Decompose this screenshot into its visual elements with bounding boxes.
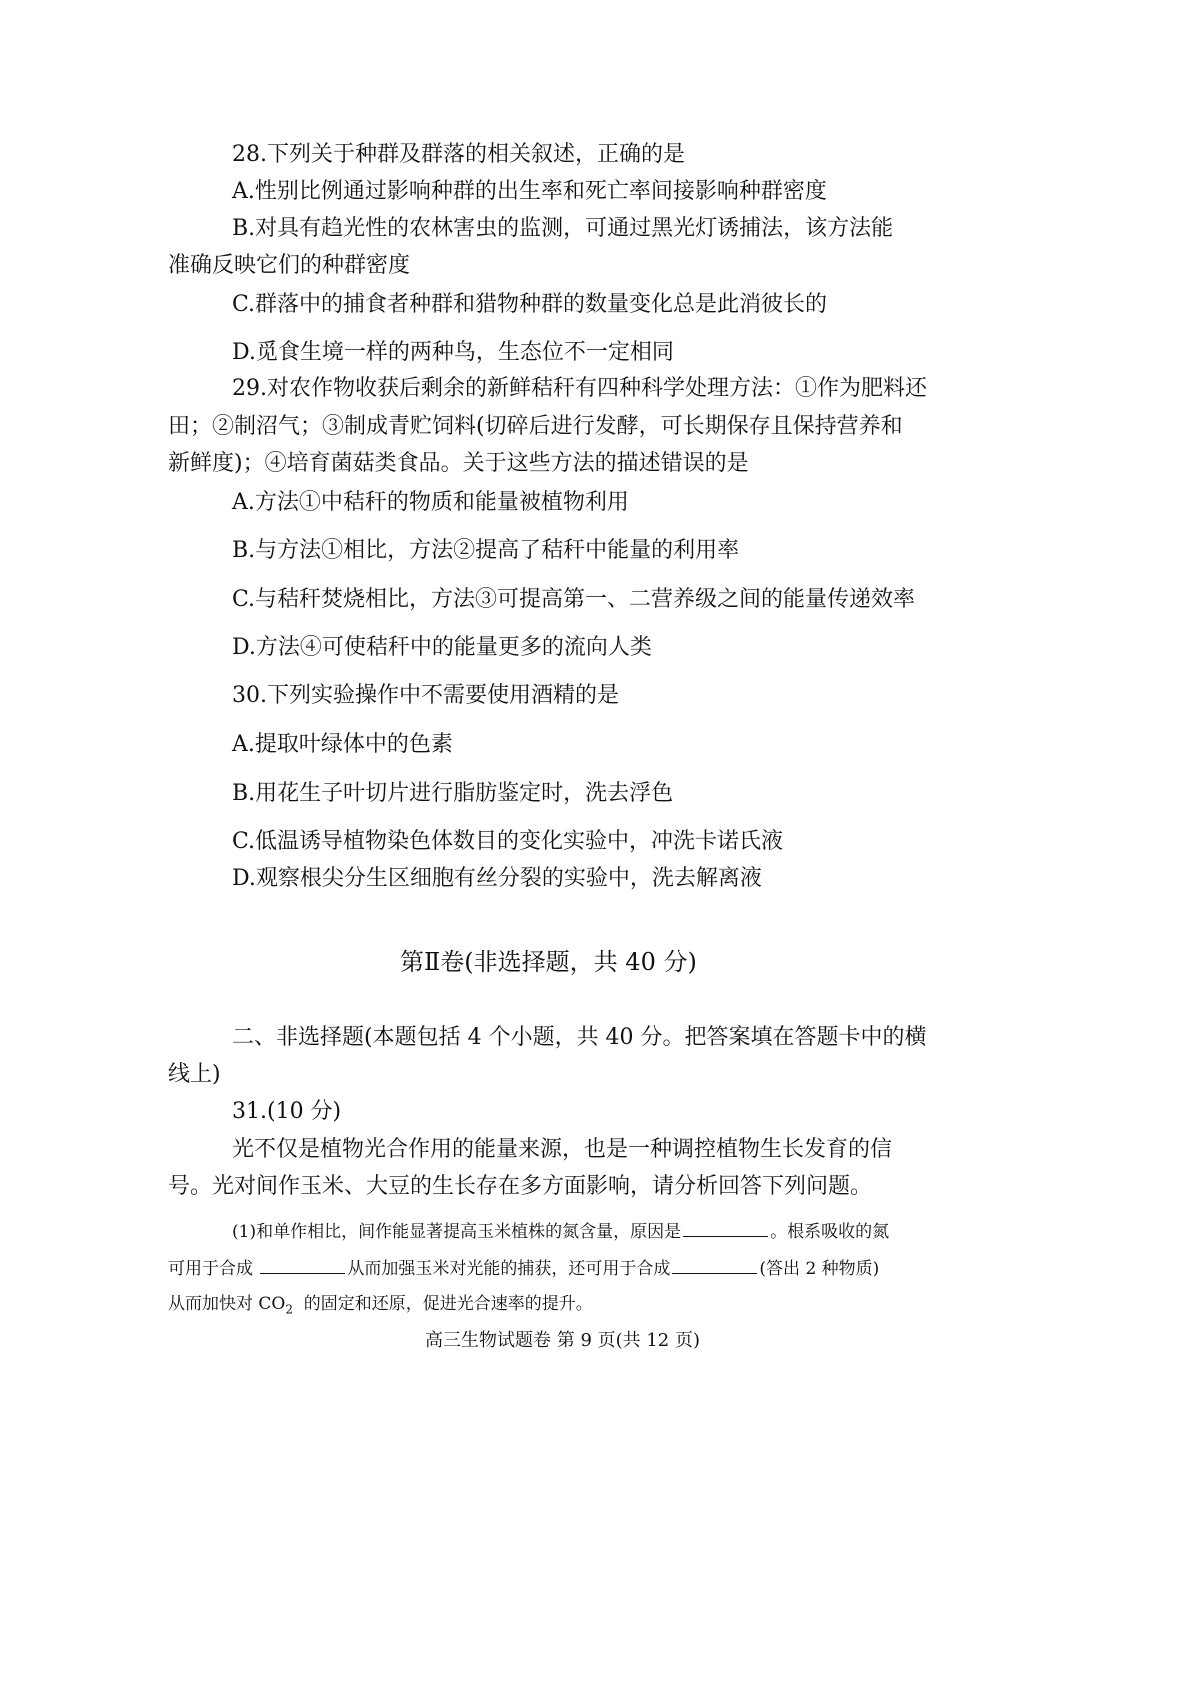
q29-stem-1: 29.对农作物收获后剩余的新鲜秸秆有四种科学处理方法：①作为肥料还 [232,376,927,401]
q30-option-c: C.低温诱导植物染色体数目的变化实验中，冲洗卡诺氏液 [232,829,784,854]
q28-option-b-cont: 准确反映它们的种群密度 [168,253,411,278]
q31-s3-subscript: 2 [285,1302,293,1317]
q31-subquestion-1-line-2 [168,1255,879,1282]
q31-s3-text-a: 从而加快对 CO [168,1294,286,1314]
q30-option-a: A.提取叶绿体中的色素 [232,732,453,757]
section-intro-1: 二、非选择题(本题包括 4 个小题，共 40 分。把答案填在答题卡中的横 [232,1025,927,1050]
q31-subquestion-1-line-3 [168,1291,593,1322]
q29-option-b: B.与方法①相比，方法②提高了秸秆中能量的利用率 [232,538,740,563]
q31-paragraph-2: 号。光对间作玉米、大豆的生长存在多方面影响，请分析回答下列问题。 [168,1174,873,1199]
answer-blank-2[interactable] [260,1255,345,1274]
q28-stem: 28.下列关于种群及群落的相关叙述，正确的是 [232,142,685,167]
q28-option-d: D.觅食生境一样的两种鸟，生态位不一定相同 [232,340,674,365]
q30-option-d: D.观察根尖分生区细胞有丝分裂的实验中，洗去解离液 [232,866,762,891]
q31-s2-text-c: (答出 2 种物质) [759,1259,880,1279]
q31-s3-text-b: 的固定和还原，促进光合速率的提升。 [293,1294,593,1314]
q28-option-a: A.性别比例通过影响种群的出生率和死亡率间接影响种群密度 [232,179,827,204]
q28-option-b: B.对具有趋光性的农林害虫的监测，可通过黑光灯诱捕法，该方法能 [232,216,894,241]
q28-option-c: C.群落中的捕食者种群和猎物种群的数量变化总是此消彼长的 [232,292,828,317]
q31-paragraph-1: 光不仅是植物光合作用的能量来源，也是一种调控植物生长发育的信 [232,1137,893,1162]
q31-s1-text-b: 。根系吸收的氮 [770,1222,890,1242]
q31-s2-text-b: 从而加强玉米对光能的捕获，还可用于合成 [347,1259,671,1279]
page-footer: 高三生物试题卷 第 9 页(共 12 页) [425,1330,701,1351]
answer-blank-1[interactable] [683,1218,768,1237]
section-title: 第Ⅱ卷(非选择题，共 40 分) [400,948,697,976]
q31-header: 31.(10 分) [232,1099,342,1124]
answer-blank-3[interactable] [672,1255,757,1274]
q29-stem-3: 新鲜度)；④培育菌菇类食品。关于这些方法的描述错误的是 [168,451,749,476]
q29-stem-2: 田；②制沼气；③制成青贮饲料(切碎后进行发酵，可长期保存且保持营养和 [168,414,903,439]
q29-option-c: C.与秸秆焚烧相比，方法③可提高第一、二营养级之间的能量传递效率 [232,587,916,612]
section-intro-2: 线上) [168,1062,221,1087]
q30-stem: 30.下列实验操作中不需要使用酒精的是 [232,683,619,708]
q30-option-b: B.用花生子叶切片进行脂肪鉴定时，洗去浮色 [232,781,674,806]
q29-option-d: D.方法④可使秸秆中的能量更多的流向人类 [232,635,652,660]
q31-subquestion-1-line-1 [232,1218,889,1245]
q29-option-a: A.方法①中秸秆的物质和能量被植物利用 [232,490,629,515]
q31-s2-text-a: 可用于合成 [168,1259,259,1279]
q31-s1-text-a: (1)和单作相比，间作能显著提高玉米植株的氮含量，原因是 [232,1222,682,1242]
